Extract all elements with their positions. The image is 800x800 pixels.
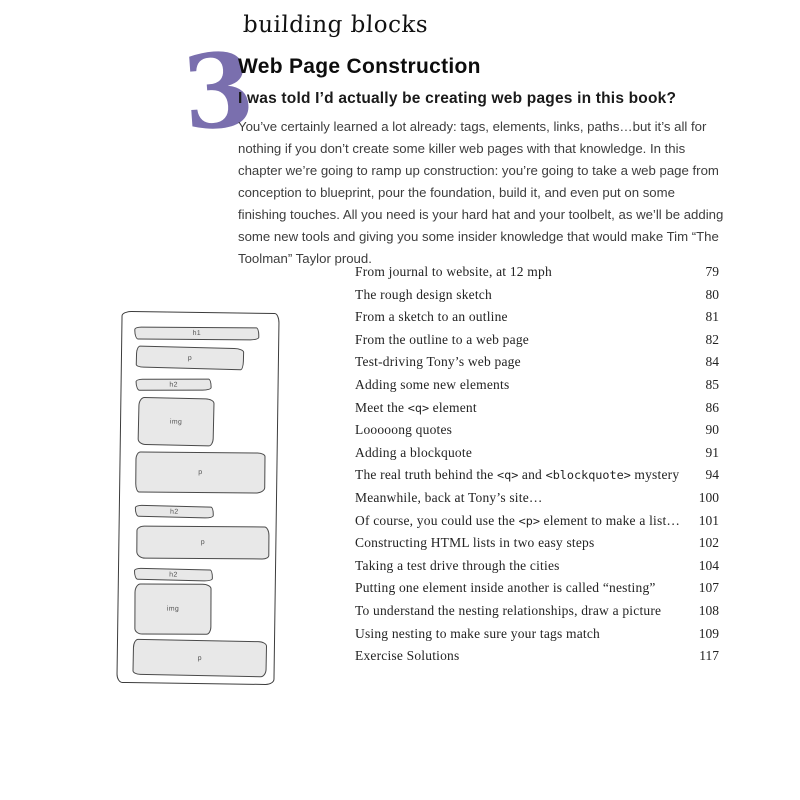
toc-code-tag: <p>	[518, 513, 540, 528]
toc-text: From the outline to a web page	[355, 331, 529, 347]
toc-entry-page-number: 81	[705, 309, 719, 325]
toc-text: The real truth behind the	[355, 467, 498, 483]
toc-entry-page-number: 82	[705, 331, 719, 347]
toc-text: Meanwhile, back at Tony’s site…	[355, 489, 543, 505]
toc-entry	[355, 400, 719, 423]
toc-text: mystery	[630, 467, 680, 483]
toc-entry-title	[355, 400, 477, 416]
toc-entry-page-number: 109	[698, 625, 719, 641]
sketch-box-label: img	[169, 418, 183, 426]
toc-entry	[355, 287, 719, 310]
sketch-box-p	[136, 526, 269, 560]
toc-text: Putting one element inside another is called “nesting”	[355, 580, 656, 596]
sketch-box-label: p	[197, 654, 202, 662]
sketch-box-label: p	[200, 539, 205, 547]
toc-code-tag: <q>	[497, 468, 519, 483]
toc-code-tag: <q>	[407, 400, 430, 415]
toc-text: Constructing HTML lists in two easy steps	[355, 535, 595, 551]
toc-entry	[355, 580, 719, 603]
toc-text: Adding a blockquote	[355, 444, 473, 460]
toc-entry-page-number: 85	[705, 376, 719, 392]
toc-entry	[355, 490, 719, 513]
toc-entry-page-number: 90	[705, 422, 719, 438]
chapter-number: 3	[178, 29, 259, 155]
toc-entry-title	[355, 558, 560, 574]
toc-entry	[355, 377, 719, 400]
sketch-box-label: p	[187, 354, 193, 362]
sketch-box-p	[132, 639, 267, 678]
toc-entry-title	[355, 626, 600, 642]
toc-entry-title	[355, 580, 656, 596]
toc-entry	[355, 626, 719, 649]
toc-entry	[355, 558, 719, 581]
toc-entry-title	[355, 513, 680, 529]
toc-entry	[355, 603, 719, 626]
toc-entry-title	[355, 648, 459, 664]
toc-text: From journal to website, at 12 mph	[355, 264, 552, 279]
table-of-contents	[355, 264, 719, 671]
chapter-intro-paragraph: You’ve certainly learned a lot already: tags, elements, links, paths…but it’s all for nothing if you don’t create some killer web pages with that knowledge. In this chapter we’re going to ramp up construction: you’re going to take a web page from conception to blueprint, pour the foundation, build it, and even put on some finishing touches. All you need is your hard hat and your toolbelt, as we’ll be adding some new tools and giving you some insider knowledge that would make Tim “The Toolman” Taylor proud.	[238, 119, 724, 266]
toc-text: Exercise Solutions	[355, 648, 460, 664]
toc-entry	[355, 354, 719, 377]
sketch-box-label: h2	[170, 508, 179, 516]
toc-entry	[355, 648, 719, 671]
sketch-box-h2	[136, 379, 212, 391]
toc-text: Using nesting to make sure your tags match	[355, 625, 600, 641]
toc-text: Looooong quotes	[355, 422, 453, 438]
toc-entry-title	[355, 287, 492, 303]
toc-text: Of course, you could use the	[355, 512, 519, 528]
toc-entry-title	[355, 354, 521, 370]
toc-entry-page-number: 100	[698, 489, 719, 505]
toc-entry-page-number: 108	[698, 602, 719, 618]
toc-text: Test-driving Tony’s web page	[355, 354, 521, 370]
toc-text: Taking a test drive through the cities	[355, 557, 560, 573]
toc-entry-title	[355, 535, 594, 551]
sketch-box-img	[134, 584, 211, 635]
sketch-box-label: p	[198, 469, 203, 477]
chapter-title: Web Page Construction	[238, 55, 481, 78]
sketch-box-p	[135, 451, 265, 493]
toc-entry	[355, 467, 719, 490]
sketch-box-label: h2	[169, 381, 178, 389]
toc-entry-page-number: 104	[698, 557, 719, 573]
toc-text: To understand the nesting relationships, draw a picture	[355, 602, 662, 618]
toc-text: element to make a list…	[539, 512, 681, 528]
sketch-box-label: h2	[169, 571, 178, 579]
toc-text: From a sketch to an outline	[355, 309, 508, 325]
toc-entry-title	[355, 603, 661, 619]
toc-entry-title	[355, 490, 543, 506]
toc-entry-page-number: 101	[698, 512, 719, 528]
toc-entry-page-number: 102	[698, 535, 719, 551]
toc-entry	[355, 264, 719, 287]
sketch-box-h1	[134, 327, 259, 341]
sketch-box-label: img	[166, 605, 180, 613]
toc-entry	[355, 332, 719, 355]
toc-entry-page-number: 86	[705, 399, 719, 415]
toc-entry-title	[355, 332, 529, 348]
toc-entry-page-number: 80	[705, 286, 719, 302]
toc-entry-page-number: 84	[705, 354, 719, 370]
toc-text: element	[429, 399, 477, 415]
sketch-box-h2	[134, 568, 213, 582]
toc-text: and	[518, 467, 546, 483]
toc-text: Meet the	[355, 399, 408, 415]
toc-entry-title	[355, 467, 679, 483]
toc-entry	[355, 422, 719, 445]
toc-entry-title	[355, 264, 552, 280]
sketch-box-p	[136, 345, 245, 370]
toc-entry-page-number: 91	[705, 444, 719, 460]
chapter-category-label: building blocks	[242, 12, 429, 38]
toc-entry-title	[355, 309, 508, 325]
sketch-box-label: h1	[192, 329, 202, 337]
toc-entry	[355, 445, 719, 468]
toc-entry	[355, 309, 719, 332]
sketch-box-img	[138, 397, 215, 447]
toc-text: Adding some new elements	[355, 376, 510, 392]
toc-entry-page-number: 107	[698, 580, 719, 596]
page-layout-sketch	[116, 311, 279, 685]
toc-entry-page-number: 79	[705, 264, 719, 279]
toc-entry-page-number: 94	[705, 467, 719, 483]
toc-entry-title	[355, 445, 472, 461]
sketch-box-h2	[135, 505, 214, 519]
toc-entry	[355, 535, 719, 558]
toc-entry-title	[355, 377, 509, 393]
toc-code-tag: <blockquote>	[545, 468, 631, 483]
chapter-subtitle: I was told I’d actually be creating web pages in this book?	[238, 90, 677, 107]
toc-entry	[355, 513, 719, 536]
toc-text: The rough design sketch	[355, 286, 492, 302]
toc-entry-page-number: 117	[699, 648, 719, 664]
toc-entry-title	[355, 422, 452, 438]
